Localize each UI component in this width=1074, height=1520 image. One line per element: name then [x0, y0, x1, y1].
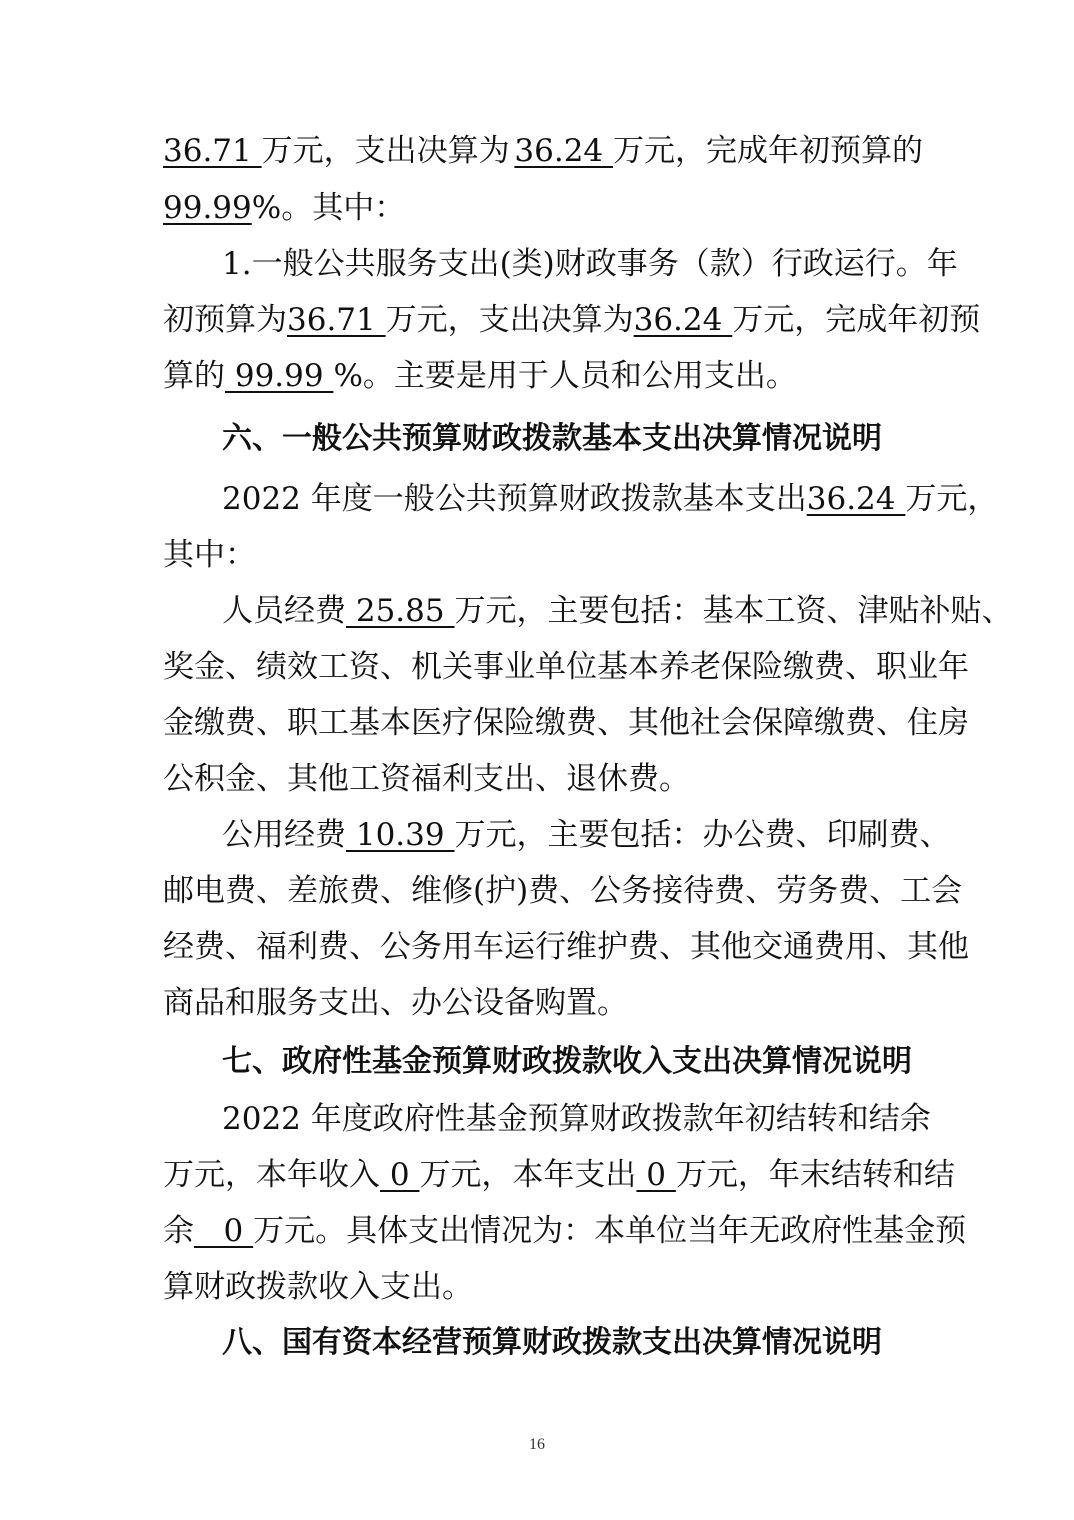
paragraph-line: 36.71 万元，支出决算为 36.24 万元，完成年初预算的 [163, 133, 923, 169]
expense-amount: 0 [636, 1157, 676, 1193]
personnel-expense-amount: 25.85 [346, 593, 455, 629]
paragraph-line: 初预算为36.71 万元，支出决算为36.24 万元，完成年初预 [163, 302, 981, 338]
paragraph-line: 2022 年度政府性基金预算财政拨款年初结转和结余 [222, 1101, 931, 1137]
completion-rate: 99.99 [225, 358, 334, 394]
paragraph-line: 人员经费 25.85 万元，主要包括：基本工资、津贴补贴、 [222, 593, 1013, 629]
paragraph-line: 商品和服务支出、办公设备购置。 [163, 985, 628, 1021]
basic-expense-amount: 36.24 [806, 481, 906, 517]
paragraph-line: 算财政拨款收入支出。 [163, 1269, 473, 1305]
section-heading: 七、政府性基金预算财政拨款收入支出决算情况说明 [222, 1044, 912, 1079]
item-1-title: 1.一般公共服务支出(类)财政事务（款）行政运行。年 [222, 246, 958, 282]
public-expense-amount: 10.39 [346, 817, 455, 853]
income-amount: 0 [380, 1157, 420, 1193]
completion-rate: 99.99 [163, 190, 252, 226]
paragraph-line: 99.99%。其中： [163, 190, 406, 226]
budget-amount: 36.71 [163, 133, 262, 169]
paragraph-line: 公用经费 10.39 万元，主要包括：办公费、印刷费、 [222, 817, 951, 853]
paragraph-line: 算的 99.99 %。主要是用于人员和公用支出。 [163, 358, 797, 394]
paragraph-line: 万元，本年收入 0 万元，本年支出 0 万元，年末结转和结 [163, 1157, 955, 1193]
paragraph-line: 金缴费、职工基本医疗保险缴费、其他社会保障缴费、住房 [163, 705, 969, 741]
year-end-balance-amount: 0 [194, 1213, 254, 1249]
paragraph-line: 公积金、其他工资福利支出、退休费。 [163, 761, 690, 797]
section-heading: 八、国有资本经营预算财政拨款支出决算情况说明 [222, 1325, 882, 1360]
paragraph-line: 奖金、绩效工资、机关事业单位基本养老保险缴费、职业年 [163, 649, 969, 685]
paragraph-line: 余 0 万元。具体支出情况为：本单位当年无政府性基金预 [163, 1213, 967, 1249]
expense-amount: 36.24 [514, 133, 613, 169]
expense-amount: 36.24 [633, 302, 733, 338]
budget-amount: 36.71 [287, 302, 386, 338]
section-heading: 六、一般公共预算财政拨款基本支出决算情况说明 [222, 421, 882, 456]
paragraph-line: 经费、福利费、公务用车运行维护费、其他交通费用、其他 [163, 929, 969, 965]
paragraph-line: 邮电费、差旅费、维修(护)费、公务接待费、劳务费、工会 [163, 873, 963, 909]
paragraph-line: 2022 年度一般公共预算财政拨款基本支出36.24 万元， [222, 481, 999, 517]
page-number: 16 [529, 1436, 545, 1453]
paragraph-line: 其中： [163, 537, 256, 573]
